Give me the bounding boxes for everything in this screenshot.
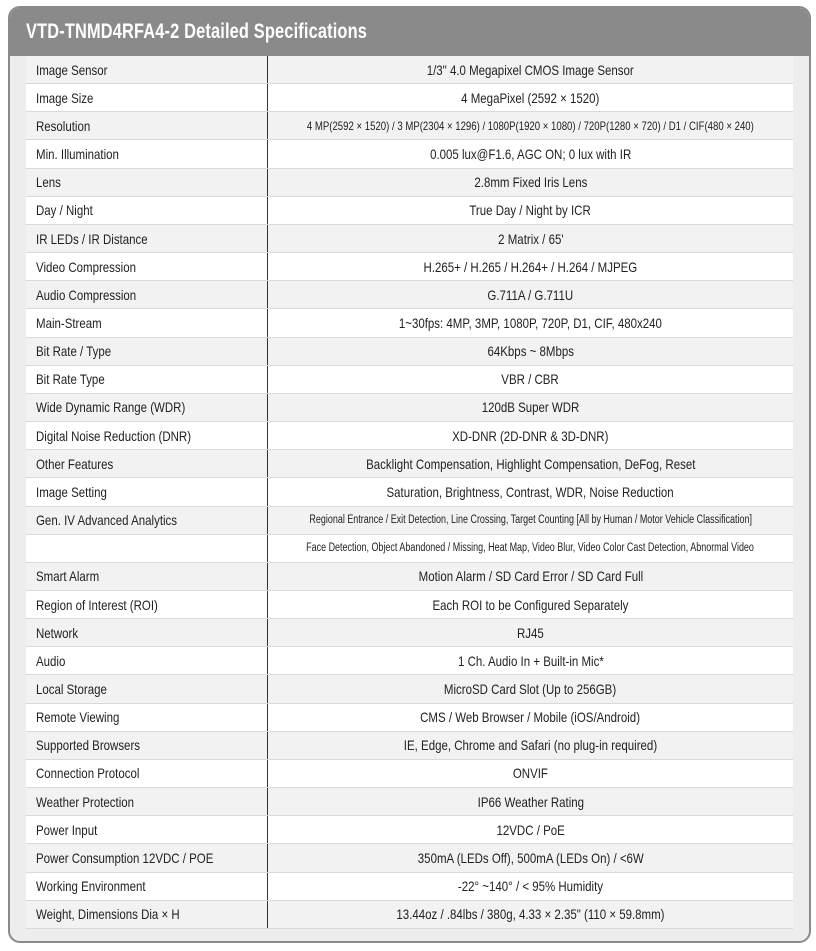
spec-label-cell (26, 253, 268, 280)
spec-label: Power Consumption 12VDC / POE (36, 849, 214, 866)
spec-label: Weight, Dimensions Dia × H (36, 906, 180, 923)
spec-value: VBR / CBR (501, 371, 560, 388)
spec-label-cell (26, 816, 268, 843)
spec-label-cell (26, 366, 268, 393)
spec-label-cell (26, 507, 268, 534)
spec-value: MicroSD Card Slot (Up to 256GB) (444, 681, 617, 698)
spec-label: Network (36, 624, 79, 641)
spec-value-cell (268, 563, 793, 590)
table-row (26, 591, 793, 619)
table-row (26, 84, 793, 112)
spec-label: Bit Rate / Type (36, 343, 112, 360)
spec-label-cell (26, 535, 268, 562)
table-row (26, 225, 793, 253)
spec-value-cell (268, 844, 793, 871)
table-row (26, 112, 793, 140)
page-title: VTD-TNMD4RFA4-2 Detailed Specifications (26, 20, 368, 43)
spec-value: XD-DNR (2D-DNR & 3D-DNR) (452, 427, 609, 444)
spec-label: Gen. IV Advanced Analytics (36, 512, 178, 529)
spec-value-cell (268, 197, 793, 224)
spec-value-cell (268, 366, 793, 393)
spec-label-cell (26, 84, 268, 111)
table-row (26, 901, 793, 929)
spec-value-cell (268, 901, 793, 928)
spec-label-cell (26, 675, 268, 702)
spec-value-cell (268, 422, 793, 449)
spec-value: ONVIF (512, 765, 549, 782)
spec-label: Audio Compression (36, 286, 137, 303)
table-row (26, 253, 793, 281)
spec-label-cell (26, 281, 268, 308)
spec-label: Local Storage (36, 681, 107, 698)
spec-value: 350mA (LEDs Off), 500mA (LEDs On) / <6W (417, 849, 644, 866)
spec-value-cell (268, 281, 793, 308)
table-row (26, 788, 793, 816)
spec-label-cell (26, 901, 268, 928)
spec-label-cell (26, 704, 268, 731)
spec-value: 0.005 lux@F1.6, AGC ON; 0 lux with IR (429, 146, 632, 163)
table-row (26, 169, 793, 197)
spec-label: Weather Protection (36, 793, 135, 810)
spec-value-cell (268, 591, 793, 618)
table-row (26, 535, 793, 563)
spec-label-cell (26, 197, 268, 224)
spec-label: Bit Rate Type (36, 371, 105, 388)
spec-value-cell (268, 478, 793, 505)
spec-value: 13.44oz / .84lbs / 380g, 4.33 × 2.35" (110 × 59.8mm) (396, 906, 665, 923)
spec-value: 1 Ch. Audio In + Built-in Mic* (457, 652, 604, 669)
spec-label: Image Sensor (36, 61, 108, 78)
spec-label-cell (26, 338, 268, 365)
table-row (26, 197, 793, 225)
spec-value: 2 Matrix / 65' (497, 230, 564, 247)
table-row (26, 873, 793, 901)
table-row (26, 56, 793, 84)
spec-value-cell (268, 760, 793, 787)
spec-label: Day / Night (36, 202, 93, 219)
spec-value: 4 MP(2592 × 1520) / 3 MP(2304 × 1296) / 1080P(1920 × 1080) / 720P(1280 × 720) / D1 / CIF(480 × 240) (307, 118, 754, 133)
spec-label: Working Environment (36, 878, 146, 895)
spec-value: 4 MegaPixel (2592 × 1520) (461, 89, 600, 106)
spec-label-cell (26, 140, 268, 167)
spec-value: Motion Alarm / SD Card Error / SD Card Full (418, 568, 643, 585)
spec-label: Wide Dynamic Range (WDR) (36, 399, 186, 416)
spec-label: Connection Protocol (36, 765, 140, 782)
spec-label-cell (26, 394, 268, 421)
spec-value-cell (268, 309, 793, 336)
spec-label-cell (26, 56, 268, 83)
spec-label-cell (26, 478, 268, 505)
spec-value-cell (268, 507, 793, 534)
table-row (26, 844, 793, 872)
spec-label-cell (26, 563, 268, 590)
spec-value: 2.8mm Fixed Iris Lens (474, 174, 587, 191)
spec-value: 1~30fps: 4MP, 3MP, 1080P, 720P, D1, CIF, 480x240 (398, 314, 663, 331)
spec-label: Power Input (36, 821, 98, 838)
spec-label: Supported Browsers (36, 737, 141, 754)
spec-label-cell (26, 225, 268, 252)
spec-label: Resolution (36, 117, 91, 134)
spec-label: Image Size (36, 89, 94, 106)
spec-label-cell (26, 619, 268, 646)
spec-table (26, 56, 793, 929)
spec-value-cell (268, 816, 793, 843)
spec-label: Remote Viewing (36, 709, 120, 726)
spec-label: Other Features (36, 455, 114, 472)
table-row (26, 366, 793, 394)
spec-value-cell (268, 732, 793, 759)
spec-label-cell (26, 788, 268, 815)
spec-label: Image Setting (36, 483, 107, 500)
title-bar (10, 8, 809, 56)
spec-value: True Day / Night by ICR (469, 202, 592, 219)
spec-label-cell (26, 873, 268, 900)
spec-value: G.711A / G.711U (487, 286, 574, 303)
table-row (26, 760, 793, 788)
table-row (26, 422, 793, 450)
spec-label: Min. Illumination (36, 146, 119, 163)
table-row (26, 507, 793, 535)
spec-value-cell (268, 394, 793, 421)
spec-value-cell (268, 140, 793, 167)
spec-label-cell (26, 450, 268, 477)
table-row (26, 675, 793, 703)
spec-value-cell (268, 225, 793, 252)
table-row (26, 478, 793, 506)
spec-value: Saturation, Brightness, Contrast, WDR, Noise Reduction (386, 483, 675, 500)
spec-value-cell (268, 450, 793, 477)
spec-value: Regional Entrance / Exit Detection, Line Crossing, Target Counting [All by Human / Motor Vehicle Classification] (309, 514, 752, 527)
spec-label: Digital Noise Reduction (DNR) (36, 427, 192, 444)
spec-label: Smart Alarm (36, 568, 100, 585)
spec-value-cell (268, 675, 793, 702)
spec-label-cell (26, 591, 268, 618)
spec-label: IR LEDs / IR Distance (36, 230, 148, 247)
spec-value-cell (268, 84, 793, 111)
spec-label-cell (26, 309, 268, 336)
table-row (26, 704, 793, 732)
spec-value-cell (268, 647, 793, 674)
spec-value: -22° ~140° / < 95% Humidity (457, 878, 604, 895)
spec-label-cell (26, 169, 268, 196)
spec-value: H.265+ / H.265 / H.264+ / H.264 / MJPEG (423, 258, 638, 275)
table-row (26, 563, 793, 591)
spec-value-cell (268, 704, 793, 731)
spec-label-cell (26, 844, 268, 871)
spec-value-cell (268, 619, 793, 646)
spec-label: Audio (36, 652, 66, 669)
spec-value: 64Kbps ~ 8Mbps (487, 343, 574, 360)
table-row (26, 140, 793, 168)
table-row (26, 450, 793, 478)
spec-label-cell (26, 732, 268, 759)
spec-value: RJ45 (517, 624, 544, 641)
spec-label-cell (26, 422, 268, 449)
table-row (26, 647, 793, 675)
spec-label: Main-Stream (36, 314, 102, 331)
spec-value: IP66 Weather Rating (477, 793, 584, 810)
spec-label: Lens (36, 174, 61, 191)
spec-value-cell (268, 169, 793, 196)
spec-value: Face Detection, Object Abandoned / Missing, Heat Map, Video Blur, Video Color Cast Detection, Abnormal Video (306, 542, 755, 555)
spec-value: Each ROI to be Configured Separately (432, 596, 629, 613)
spec-value-cell (268, 253, 793, 280)
spec-value-cell (268, 338, 793, 365)
spec-value: Backlight Compensation, Highlight Compensation, DeFog, Reset (365, 455, 696, 472)
table-row (26, 619, 793, 647)
spec-label: Video Compression (36, 258, 136, 275)
spec-value-cell (268, 56, 793, 83)
table-row (26, 309, 793, 337)
spec-value: IE, Edge, Chrome and Safari (no plug-in required) (403, 737, 658, 754)
table-row (26, 394, 793, 422)
spec-label-cell (26, 760, 268, 787)
spec-value-cell (268, 112, 793, 139)
spec-value-cell (268, 873, 793, 900)
table-row (26, 338, 793, 366)
spec-label-cell (26, 647, 268, 674)
spec-sheet (8, 6, 811, 943)
spec-value: 1/3" 4.0 Megapixel CMOS Image Sensor (427, 61, 634, 78)
table-row (26, 732, 793, 760)
spec-value-cell (268, 535, 793, 562)
spec-label-cell (26, 112, 268, 139)
table-row (26, 281, 793, 309)
spec-label: Region of Interest (ROI) (36, 596, 158, 613)
spec-value-cell (268, 788, 793, 815)
spec-value: 12VDC / PoE (496, 821, 565, 838)
spec-value: 120dB Super WDR (481, 399, 580, 416)
spec-value: CMS / Web Browser / Mobile (iOS/Android) (420, 709, 641, 726)
table-row (26, 816, 793, 844)
